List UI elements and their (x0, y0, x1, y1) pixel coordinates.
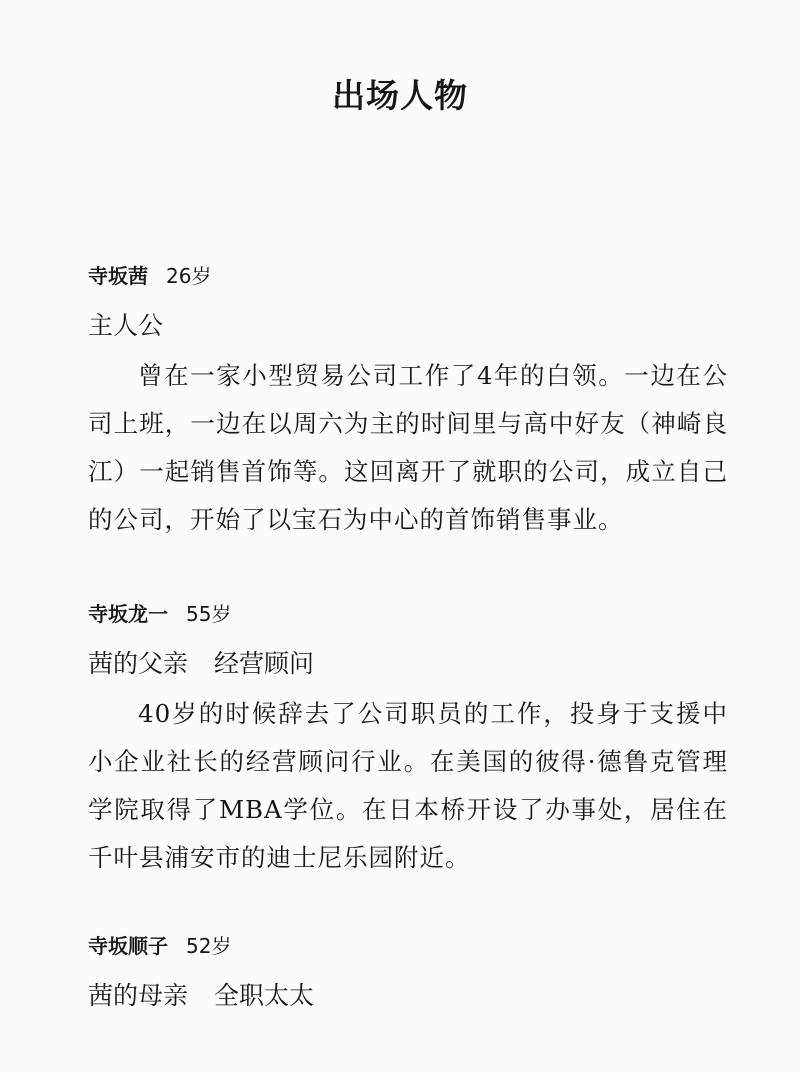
character-relation: 茜的父亲 (88, 649, 189, 678)
character-description: 40岁的时候辞去了公司职员的工作，投身于支援中小企业社长的经营顾问行业。在美国的彼得·德鲁克管理学院取得了MBA学位。在日本桥开设了办事处，居住在千叶县浦安市的迪士尼乐园附近。 (88, 699, 728, 872)
character-name: 寺坂茜 (88, 264, 148, 288)
character-role-text: 主人公 (88, 311, 164, 340)
character-entry (88, 600, 728, 882)
character-age: 26岁 (166, 264, 212, 288)
character-description: 曾在一家小型贸易公司工作了4年的白领。一边在公司上班，一边在以周六为主的时间里与高中好友（神崎良江）一起销售首饰等。这回离开了就职的公司，成立自己的公司，开始了以宝石为中心的首饰销售事业。 (88, 361, 728, 534)
character-role (88, 980, 728, 1012)
character-name: 寺坂龙一 (88, 602, 168, 626)
character-entry (88, 262, 728, 544)
character-entry (88, 932, 728, 1012)
character-name: 寺坂顺子 (88, 934, 168, 958)
character-role (88, 648, 728, 680)
character-heading (88, 262, 728, 290)
character-relation: 茜的母亲 (88, 981, 189, 1010)
character-heading (88, 932, 728, 960)
character-role (88, 310, 728, 342)
page-title: 出场人物 (332, 76, 468, 115)
character-heading (88, 600, 728, 628)
character-occupation: 经营顾问 (214, 649, 315, 678)
character-age: 55岁 (186, 602, 232, 626)
character-age: 52岁 (186, 934, 232, 958)
character-occupation: 全职太太 (214, 981, 315, 1010)
